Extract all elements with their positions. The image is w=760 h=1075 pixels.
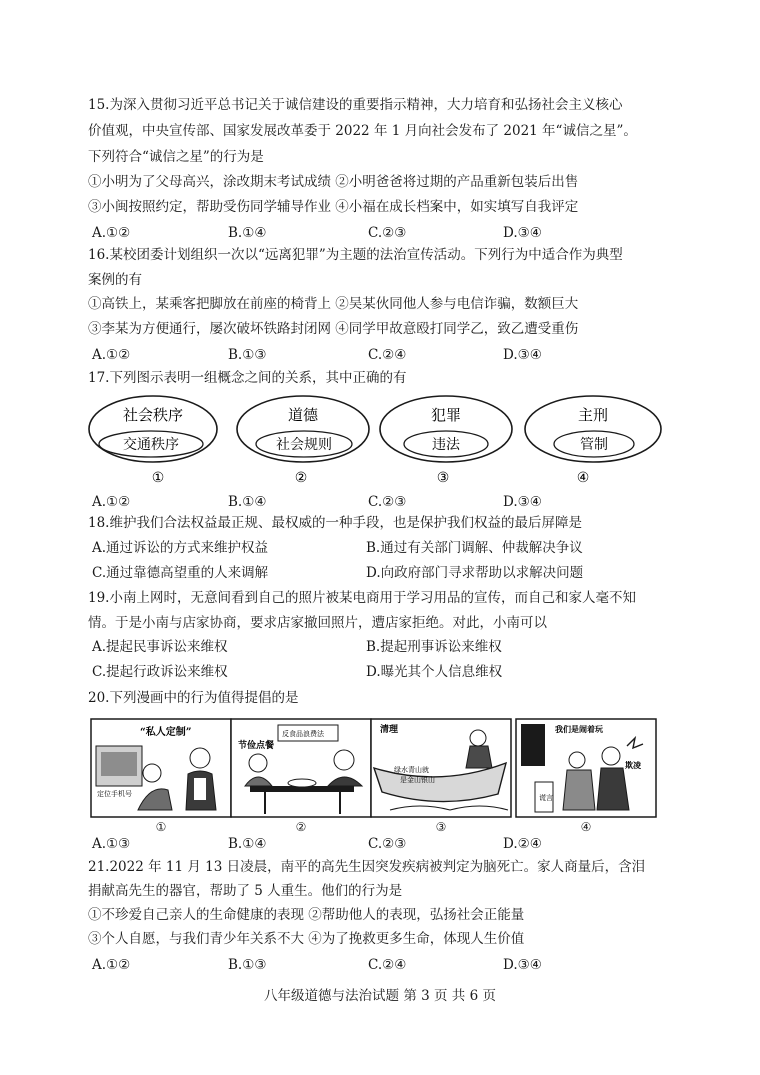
diagram-1-outer-label: 社会秩序 bbox=[122, 406, 184, 424]
q20-option-b: B.①④ bbox=[228, 836, 267, 852]
q18-option-a: A.通过诉讼的方式来维护权益 bbox=[92, 540, 269, 556]
q17-option-c: C.②③ bbox=[368, 494, 407, 510]
page-footer: 八年级道德与法治试题 第 3 页 共 6 页 bbox=[264, 988, 496, 1004]
q15-option-c: C.②③ bbox=[368, 225, 407, 241]
cartoon-2-number: ② bbox=[295, 820, 307, 834]
q21-option-d: D.③④ bbox=[503, 957, 542, 973]
q16-choice-line-2: ③李某为方便通行，屡次破坏铁路封闭网 ④同学甲故意殴打同学乙，致乙遭受重伤 bbox=[88, 321, 579, 337]
diagram-3-number: ③ bbox=[436, 470, 450, 486]
cartoon-2-saving-food bbox=[230, 718, 372, 818]
q17-option-b: B.①④ bbox=[228, 494, 267, 510]
q17-concept-diagrams bbox=[88, 392, 688, 487]
q19-option-c: C.提起行政诉讼来维权 bbox=[92, 664, 228, 680]
q19-stem-line-1: 19.小南上网时，无意间看到自己的照片被某电商用于学习用品的宣传，而自己和家人毫不知 bbox=[88, 590, 636, 606]
q20-option-c: C.②③ bbox=[368, 836, 407, 852]
cartoon-1-number: ① bbox=[155, 820, 167, 834]
cartoon-1-man-shirt bbox=[194, 778, 206, 800]
diagram-4-outer-label: 主刑 bbox=[577, 406, 609, 424]
cartoon-2-man-head bbox=[334, 750, 354, 770]
diagram-1-inner-label: 交通秩序 bbox=[123, 437, 179, 453]
q15-stem-line-2: 价值观，中央宣传部、国家发展改革委于 2022 年 1 月向社会发布了 2021 年“诚信之星”。 bbox=[88, 123, 637, 139]
cartoon-3-person-body bbox=[466, 746, 492, 768]
q18-option-b: B.通过有关部门调解、仲裁解决争议 bbox=[366, 540, 583, 556]
q18-option-d: D.向政府部门寻求帮助以求解决问题 bbox=[366, 565, 584, 581]
q17-option-a: A.①② bbox=[92, 494, 131, 510]
cartoon-3-boat-text-2: 是金山银山 bbox=[400, 776, 435, 784]
cartoon-4-person-a-body bbox=[563, 770, 595, 810]
cartoon-3-caption: 清理 bbox=[380, 725, 399, 735]
cartoon-2-caption: 节俭点餐 bbox=[238, 741, 275, 751]
cartoon-1-screen bbox=[101, 752, 137, 776]
q20-option-a: A.①③ bbox=[92, 836, 131, 852]
q19-option-b: B.提起刑事诉讼来维权 bbox=[366, 639, 502, 655]
q16-option-d: D.③④ bbox=[503, 347, 542, 363]
q16-option-c: C.②④ bbox=[368, 347, 407, 363]
cartoon-3-number: ③ bbox=[435, 820, 447, 834]
cartoon-4-person-b-head bbox=[602, 747, 620, 765]
q16-stem-line-1: 16.某校团委计划组织一次以“远离犯罪”为主题的法治宣传活动。下列行为中适合作为典型 bbox=[88, 247, 623, 263]
cartoon-3-river-cleanup bbox=[370, 718, 512, 818]
diagram-1-number: ① bbox=[151, 470, 165, 486]
cartoon-2-woman-head bbox=[249, 754, 267, 772]
q15-option-b: B.①④ bbox=[228, 225, 267, 241]
q20-stem-line-1: 20.下列漫画中的行为值得提倡的是 bbox=[88, 690, 299, 706]
diagram-2-inner-label: 社会规则 bbox=[276, 437, 332, 453]
q16-option-b: B.①③ bbox=[228, 347, 267, 363]
diagram-4 bbox=[525, 396, 661, 486]
q15-option-d: D.③④ bbox=[503, 225, 542, 241]
diagram-3 bbox=[380, 396, 512, 486]
cartoon-3-person-head bbox=[470, 730, 486, 746]
cartoon-1-label: 定位手机号 bbox=[97, 790, 132, 798]
diagram-2-number: ② bbox=[294, 470, 308, 486]
q21-option-c: C.②④ bbox=[368, 957, 407, 973]
q18-option-c: C.通过靠德高望重的人来调解 bbox=[92, 565, 269, 581]
cartoon-2-sign-text: 反食品浪费法 bbox=[282, 730, 324, 738]
diagram-3-inner-label: 违法 bbox=[432, 437, 460, 453]
cartoon-1-caption: “私人定制” bbox=[140, 727, 192, 738]
q16-stem-line-2: 案例的有 bbox=[88, 272, 142, 288]
cartoon-4-wall bbox=[521, 724, 545, 766]
cartoon-4-person-a-head bbox=[569, 752, 585, 768]
q15-option-a: A.①② bbox=[92, 225, 131, 241]
cartoon-1-man-head bbox=[190, 748, 210, 768]
cartoon-4-caption: 我们是闹着玩 bbox=[555, 724, 603, 734]
cartoon-4-number: ④ bbox=[580, 820, 592, 834]
cartoon-4-box-text: 谎言 bbox=[539, 794, 553, 802]
q21-stem-line-2: 捐献高先生的器官，帮助了 5 人重生。他们的行为是 bbox=[88, 883, 403, 899]
q17-stem-line-1: 17.下列图示表明一组概念之间的关系，其中正确的有 bbox=[88, 370, 407, 386]
q21-choice-line-2: ③个人自愿，与我们青少年关系不大 ④为了挽救更多生命，体现人生价值 bbox=[88, 931, 525, 947]
cartoon-4-label-bully: 欺凌 bbox=[625, 760, 641, 770]
q15-choice-line-1: ①小明为了父母高兴，涂改期末考试成绩 ②小明爸爸将过期的产品重新包装后出售 bbox=[88, 174, 579, 190]
q19-stem-line-2: 情。于是小南与店家协商，要求店家撤回照片，遭店家拒绝。对此，小南可以 bbox=[88, 615, 547, 631]
q15-stem-line-3: 下列符合“诚信之星”的行为是 bbox=[88, 149, 264, 165]
diagram-4-inner-label: 管制 bbox=[580, 437, 608, 453]
q18-stem-line-1: 18.维护我们合法权益最正规、最权威的一种手段，也是保护我们权益的最后屏障是 bbox=[88, 515, 582, 531]
q15-stem-line-1: 15.为深入贯彻习近平总书记关于诚信建设的重要指示精神，大力培育和弘扬社会主义核心 bbox=[88, 97, 623, 113]
q15-choice-line-2: ③小闽按照约定，帮助受伤同学辅导作业 ④小福在成长档案中，如实填写自我评定 bbox=[88, 199, 579, 215]
diagram-1 bbox=[89, 396, 217, 486]
cartoon-2-plate bbox=[288, 779, 316, 787]
q16-option-a: A.①② bbox=[92, 347, 131, 363]
q16-choice-line-1: ①高铁上，某乘客把脚放在前座的椅背上 ②吴某伙同他人参与电信诈骗，数额巨大 bbox=[88, 296, 579, 312]
diagram-2 bbox=[237, 396, 369, 486]
q20-option-d: D.②④ bbox=[503, 836, 542, 852]
q19-option-a: A.提起民事诉讼来维权 bbox=[92, 639, 228, 655]
cartoon-4-person-b-body bbox=[597, 768, 629, 810]
q17-option-d: D.③④ bbox=[503, 494, 542, 510]
cartoon-1-surveillance bbox=[90, 718, 232, 818]
diagram-3-outer-label: 犯罪 bbox=[430, 406, 462, 424]
cartoon-4-bullying bbox=[515, 718, 657, 818]
cartoon-3-boat-text-1: 绿水青山就 bbox=[394, 766, 429, 774]
cartoon-1-person-head bbox=[143, 764, 161, 782]
q21-stem-line-1: 21.2022 年 11 月 13 日凌晨，南平的高先生因突发疾病被判定为脑死亡。家人商量后，含泪 bbox=[88, 859, 646, 875]
diagram-2-outer-label: 道德 bbox=[287, 406, 319, 424]
q21-option-a: A.①② bbox=[92, 957, 131, 973]
q21-choice-line-1: ①不珍爱自己亲人的生命健康的表现 ②帮助他人的表现，弘扬社会正能量 bbox=[88, 907, 525, 923]
diagram-4-number: ④ bbox=[576, 470, 590, 486]
q21-option-b: B.①③ bbox=[228, 957, 267, 973]
q19-option-d: D.曝光其个人信息维权 bbox=[366, 664, 503, 680]
